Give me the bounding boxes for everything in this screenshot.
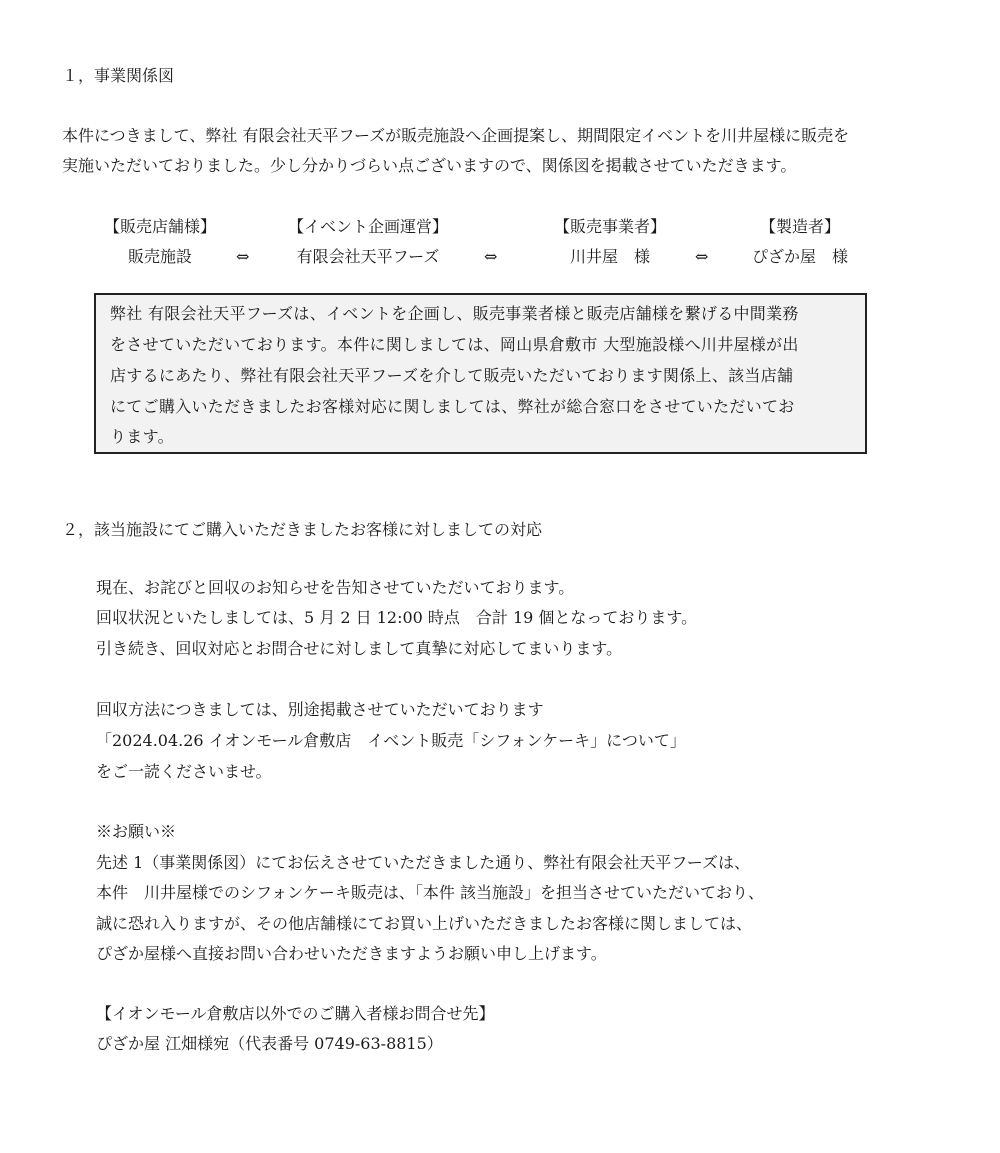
diagram-name-manufacturer: ぴざか屋 様	[751, 247, 848, 266]
section1-intro-line-1: 本件につきまして、弊社 有限会社天平フーズが販売施設へ企画提案し、期間限定イベントを川井屋様に販売を	[62, 126, 850, 145]
diagram-role-store: 【販売店舗様】	[103, 217, 216, 236]
diagram-name-seller: 川井屋 様	[569, 247, 650, 266]
method-line-3: をご一読くださいませ。	[96, 762, 272, 781]
method-line-2: 「2024.04.26 イオンモール倉敷店 イベント販売「シフォンケーキ」について」	[96, 731, 686, 750]
explanation-box	[94, 293, 867, 454]
explanation-line-3: 店するにあたり、弊社有限会社天平フーズを介して販売いただいております関係上、該当店舗	[110, 366, 794, 385]
section1-heading: １，事業関係図	[62, 66, 175, 85]
diagram-name-store: 販売施設	[127, 247, 192, 266]
diagram-arrow-3: ⇔	[695, 247, 709, 266]
request-line-3: 誠に恐れ入りますが、その他店舗様にてお買い上げいただきましたお客様に関しましては、	[96, 914, 753, 933]
explanation-line-5: ります。	[110, 427, 174, 446]
request-line-4: ぴざか屋様へ直接お問い合わせいただきますようお願い申し上げます。	[96, 944, 607, 963]
request-line-1: 先述 1（事業関係図）にてお伝えさせていただきました通り、弊社有限会社天平フーズは、	[96, 853, 750, 872]
method-line-1: 回収方法につきましては、別途掲載させていただいております	[96, 700, 544, 719]
contact-title: 【イオンモール倉敷店以外でのご購入者様お問合せ先】	[96, 1004, 495, 1023]
status-line-1: 現在、お詫びと回収のお知らせを告知させていただいております。	[96, 578, 575, 597]
section2-heading: ２，該当施設にてご購入いただきましたお客様に対しましての対応	[62, 520, 543, 539]
status-line-3: 引き続き、回収対応とお問合せに対しまして真摯に対応してまいります。	[96, 639, 623, 658]
request-title: ※お願い※	[96, 822, 177, 841]
diagram-role-seller: 【販売事業者】	[553, 217, 666, 236]
request-line-2: 本件 川井屋様でのシフォンケーキ販売は、「本件 該当施設」を担当させていただいており、	[96, 883, 764, 902]
status-line-2: 回収状況といたしましては、5 月 2 日 12:00 時点 合計 19 個となっております。	[96, 608, 698, 627]
diagram-role-organizer: 【イベント企画運営】	[287, 217, 448, 236]
contact-info: ぴざか屋 江畑様宛（代表番号 0749-63-8815）	[96, 1034, 443, 1053]
diagram-arrow-1: ⇔	[236, 247, 250, 266]
diagram-arrow-2: ⇔	[484, 247, 498, 266]
explanation-line-2: をさせていただいております。本件に関しましては、岡山県倉敷市 大型施設様へ川井屋様が出	[110, 335, 799, 354]
explanation-line-4: にてご購入いただきましたお客様対応に関しましては、弊社が総合窓口をさせていただいてお	[110, 397, 795, 416]
diagram-name-organizer: 有限会社天平フーズ	[296, 247, 440, 266]
explanation-line-1: 弊社 有限会社天平フーズは、イベントを企画し、販売事業者様と販売店舗様を繋げる中間業務	[110, 304, 799, 323]
section1-intro-line-2: 実施いただいておりました。少し分かりづらい点ございますので、関係図を掲載させていただきます。	[62, 156, 797, 175]
diagram-role-manufacturer: 【製造者】	[759, 217, 840, 236]
